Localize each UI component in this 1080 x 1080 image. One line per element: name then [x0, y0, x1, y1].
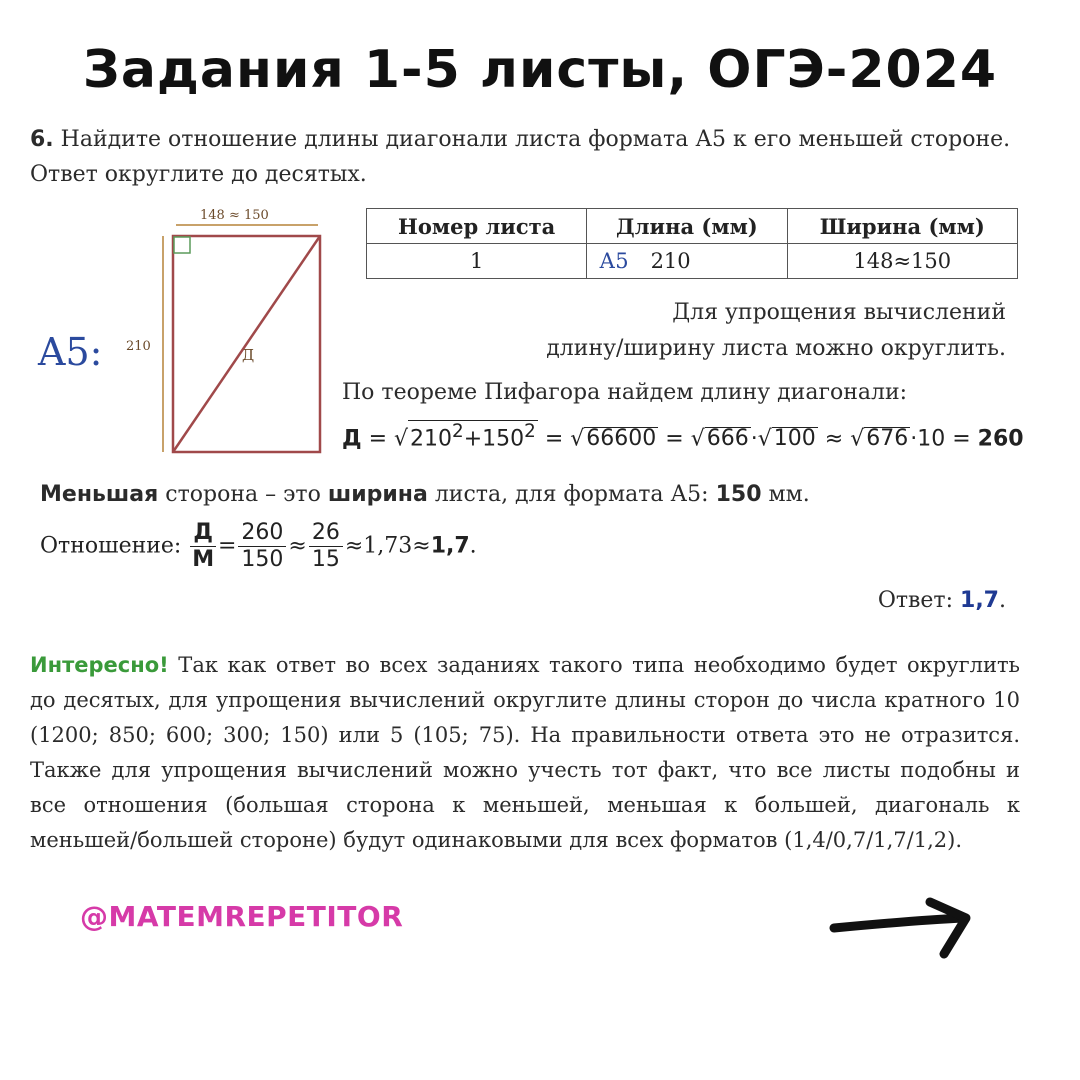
smaller-bold-1: Меньшая: [40, 482, 159, 507]
col-header-number: Номер листа: [367, 209, 587, 244]
smaller-end: листа, для формата А5:: [427, 482, 716, 507]
frac1-den: М: [192, 547, 215, 572]
answer-line: [878, 588, 1006, 613]
formula-plus: +150: [463, 426, 525, 452]
ratio-line: Отношение: $\frac{Д}{М}$ = $\frac{260}{150}$ ≈ $\frac{26}{15}$ ≈1,73≈1,7.: [40, 520, 477, 572]
task-number: 6.: [30, 127, 54, 152]
author-handle[interactable]: @MATEMREPETITOR: [80, 900, 404, 933]
sheet-table: [366, 208, 1018, 279]
page-title: Задания 1-5 листы, ОГЭ-2024: [82, 40, 998, 100]
arrow-right-icon[interactable]: [826, 896, 976, 966]
frac1-num: Д: [190, 520, 216, 547]
answer-value: 1,7: [960, 588, 999, 613]
ratio-label: Отношение:: [40, 533, 182, 559]
table-header-row: [367, 209, 1018, 244]
frac3-num: 26: [309, 520, 343, 547]
formula-eq-2: =: [544, 426, 564, 452]
table-row: [367, 244, 1018, 279]
task-statement: [30, 122, 1030, 192]
cell-number: 1: [367, 244, 587, 279]
formula-exp-2: 2: [524, 421, 536, 442]
right-angle-marker: [174, 237, 190, 253]
frac2-den: 150: [241, 547, 284, 572]
smaller-unit: мм.: [761, 482, 810, 507]
ratio-fraction-1: [190, 520, 216, 573]
ratio-period: .: [469, 533, 477, 559]
formula-210: 210: [410, 426, 453, 452]
smaller-bold-2: ширина: [327, 482, 428, 507]
formula-d: Д: [342, 426, 362, 452]
smaller-side-line: [40, 482, 810, 507]
top-width-label: 148 ≈ 150: [200, 208, 269, 223]
side-length-label: 210: [126, 339, 151, 354]
formula-676: 676: [866, 426, 909, 452]
formula-result: 260: [977, 426, 1024, 452]
cell-width: 148≈150: [787, 244, 1018, 279]
col-header-width: Ширина (мм): [787, 209, 1018, 244]
col-header-length: Длина (мм): [587, 209, 787, 244]
formula-approx: ≈: [824, 426, 844, 452]
diagonal-formula: $Д = √210^2+150^2 = √66600 = √666\cdot√100 \approx √676\cdot 10 = 260$: [342, 421, 1024, 452]
ratio-fraction-2: [238, 520, 286, 573]
formula-100: 100: [773, 426, 816, 452]
formula-eq: =: [368, 426, 388, 452]
format-label: A5:: [38, 330, 103, 374]
ratio-approx-value: 1,73: [363, 533, 413, 559]
formula-eq-3: =: [665, 426, 684, 452]
cell-length: [587, 244, 787, 279]
frac2-num: 260: [238, 520, 286, 547]
frac3-den: 15: [311, 547, 340, 572]
a5-sheet-figure: [28, 200, 348, 470]
interesting-label: Интересно!: [30, 653, 169, 677]
answer-period: .: [999, 588, 1006, 613]
diagonal-label: Д: [242, 346, 255, 364]
formula-exp-1: 2: [452, 421, 464, 442]
answer-label: Ответ:: [877, 588, 954, 613]
formula-666: 666: [706, 426, 749, 452]
note-line-1: Для упрощения вычислений: [672, 300, 1006, 325]
formula-sqrt-1: [408, 420, 538, 450]
interesting-note: [30, 648, 1020, 858]
diagonal-line: [173, 236, 320, 452]
pythagoras-text: По теореме Пифагора найдем длину диагонали:: [342, 380, 908, 405]
cell-format: А5: [599, 249, 629, 273]
formula-66600: 66600: [586, 426, 657, 452]
smaller-value: 150: [715, 482, 762, 507]
note-line-2: длину/ширину листа можно округлить.: [546, 336, 1006, 361]
ratio-result: 1,7: [430, 533, 470, 559]
formula-dot: ·: [750, 426, 758, 452]
interesting-text: Так как ответ во всех заданиях такого типа необходимо будет округлить до десятых, для упрощения вычислений округлите длины сторон до числа кратного 10 (1200; 850; 600; 300; 150) или 5 (105; 75). На правильности ответа это не отразится. Также для упрощения вычислений можно учесть тот факт, что все листы подобны и все отношения (большая сторона к меньшей, меньшая к большей, диагональ к меньшей/большей стороне) будут одинаковыми для всех форматов (1,4/0,7/1,7/1,2).: [30, 653, 1020, 852]
formula-eq-4: =: [952, 426, 971, 452]
ratio-fraction-3: [309, 520, 343, 573]
task-text: Найдите отношение длины диагонали листа формата А5 к его меньшей стороне. Ответ округлите до десятых.: [30, 127, 1011, 187]
formula-times-10: ·10: [910, 426, 946, 452]
smaller-mid: сторона – это: [158, 482, 328, 507]
cell-length-value: 210: [650, 249, 691, 273]
